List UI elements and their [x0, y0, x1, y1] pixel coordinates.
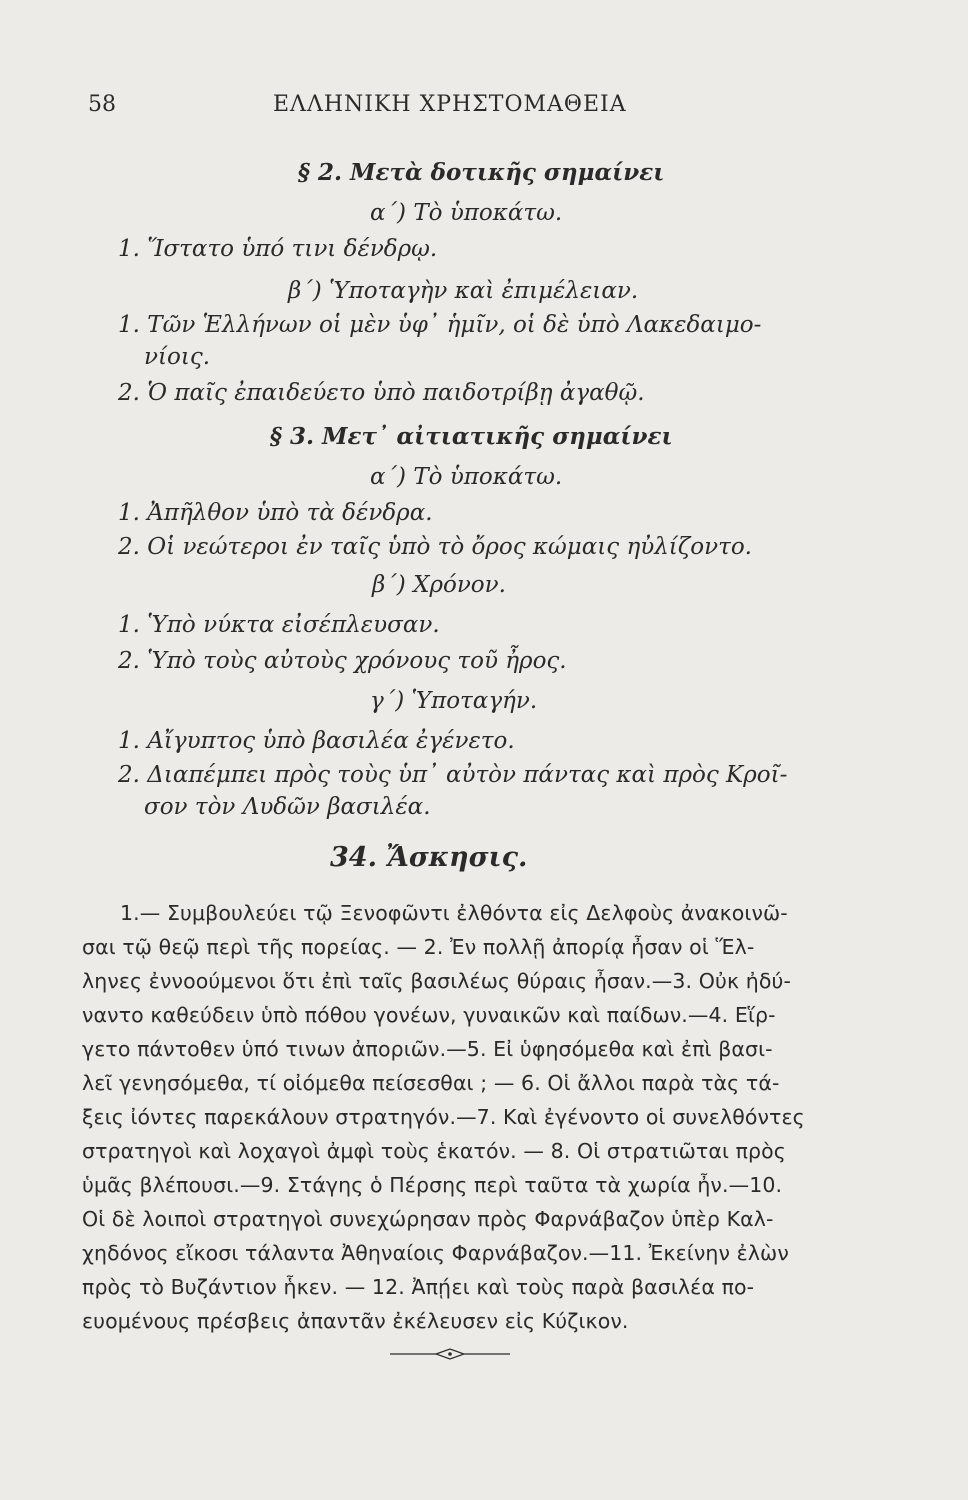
- page-number: 58: [88, 92, 116, 117]
- section-2-b-example-1-line-1: 1. Τῶν Ἑλλήνων οἱ μὲν ὑφ᾽ ἡμῖν, οἱ δὲ ὑπὸ Λακεδαιμο-: [118, 312, 762, 338]
- section-3-a-example-1: 1. Ἀπῆλθον ὑπὸ τὰ δένδρα.: [118, 500, 433, 526]
- exercise-line: ληνες ἐννοούμενοι ὅτι ἐπὶ ταῖς βασιλέως θύραις ἦσαν.—3. Οὐκ ἠδύ-: [82, 969, 791, 993]
- section-3-b-example-1: 1. Ὑπὸ νύκτα εἰσέπλευσαν.: [118, 612, 440, 638]
- section-3-a-label: α΄) Τὸ ὑποκάτω.: [370, 464, 563, 490]
- exercise-line: γετο πάντοθεν ὑπό τινων ἀποριῶν.—5. Εἰ ὑφησόμεθα καὶ ἐπὶ βασι-: [82, 1037, 773, 1061]
- section-3-b-label: β΄) Χρόνον.: [372, 572, 506, 598]
- exercise-line: ξεις ἰόντες παρεκάλουν στρατηγόν.—7. Καὶ ἐγένοντο οἱ συνελθόντες: [82, 1105, 805, 1129]
- exercise-line: 1.— Συμβουλεύει τῷ Ξενοφῶντι ἐλθόντα εἰς Δελφοὺς ἀνακοινῶ-: [120, 901, 788, 925]
- section-3-c-example-2-line-2: σον τὸν Λυδῶν βασιλέα.: [144, 794, 431, 820]
- section-2-a-example-1: 1. Ἵστατο ὑπό τινι δένδρῳ.: [118, 236, 438, 262]
- section-3-a-example-2: 2. Οἱ νεώτεροι ἐν ταῖς ὑπὸ τὸ ὄρος κώμαις ηὐλίζοντο.: [118, 534, 752, 560]
- section-3-c-label: γ΄) Ὑποταγήν.: [370, 688, 538, 714]
- exercise-line: ευομένους πρέσβεις ἀπαντᾶν ἐκέλευσεν εἰς Κύζικον.: [82, 1309, 629, 1333]
- section-2-a-label: α΄) Τὸ ὑποκάτω.: [370, 200, 563, 226]
- exercise-line: πρὸς τὸ Βυζάντιον ἧκεν. — 12. Ἀπῄει καὶ τοὺς παρὰ βασιλέα πο-: [82, 1275, 755, 1299]
- exercise-line: ὑμᾶς βλέπουσι.—9. Στάγης ὁ Πέρσης περὶ ταῦτα τὰ χωρία ἦν.—10.: [82, 1173, 783, 1197]
- exercise-line: λεῖ γενησόμεθα, τί οἰόμεθα πείσεσθαι ; — 6. Οἱ ἄλλοι παρὰ τὰς τά-: [82, 1071, 780, 1095]
- exercise-line: χηδόνος εἴκοσι τάλαντα Ἀθηναίοις Φαρνάβαζον.—11. Ἐκείνην ἐλὼν: [82, 1241, 789, 1265]
- exercise-line: σαι τῷ θεῷ περὶ τῆς πορείας. — 2. Ἐν πολλῇ ἀπορίᾳ ἦσαν οἱ Ἕλ-: [82, 935, 755, 959]
- exercise-line: Οἱ δὲ λοιποὶ στρατηγοὶ συνεχώρησαν πρὸς Φαρνάβαζον ὑπὲρ Καλ-: [82, 1207, 774, 1231]
- section-2-b-example-1-line-2: νίοις.: [144, 344, 211, 370]
- section-end-ornament-icon: [390, 1347, 510, 1361]
- running-title: ΕΛΛΗΝΙΚΗ ΧΡΗΣΤΟΜΑΘΕΙΑ: [273, 92, 627, 117]
- section-3-heading: § 3. Μετ᾽ αἰτιατικῆς σημαίνει: [270, 423, 673, 450]
- exercise-line: στρατηγοὶ καὶ λοχαγοὶ ἀμφὶ τοὺς ἑκατόν. — 8. Οἱ στρατιῶται πρὸς: [82, 1139, 786, 1163]
- section-3-b-example-2: 2. Ὑπὸ τοὺς αὐτοὺς χρόνους τοῦ ἦρος.: [118, 648, 567, 674]
- section-3-c-example-2-line-1: 2. Διαπέμπει πρὸς τοὺς ὑπ᾽ αὐτὸν πάντας καὶ πρὸς Κροῖ-: [118, 762, 788, 788]
- section-2-heading: § 2. Μετὰ δοτικῆς σημαίνει: [298, 159, 665, 186]
- section-2-b-label: β΄) Ὑποταγὴν καὶ ἐπιμέλειαν.: [288, 278, 639, 304]
- exercise-heading: 34. Ἄσκησις.: [330, 842, 528, 873]
- section-3-c-example-1: 1. Αἴγυπτος ὑπὸ βασιλέα ἐγένετο.: [118, 728, 515, 754]
- running-header: [88, 92, 848, 128]
- exercise-line: ναντο καθεύδειν ὑπὸ πόθου γονέων, γυναικῶν καὶ παίδων.—4. Εἵρ-: [82, 1003, 776, 1027]
- section-2-b-example-2: 2. Ὁ παῖς ἐπαιδεύετο ὑπὸ παιδοτρίβῃ ἀγαθῷ.: [118, 380, 645, 406]
